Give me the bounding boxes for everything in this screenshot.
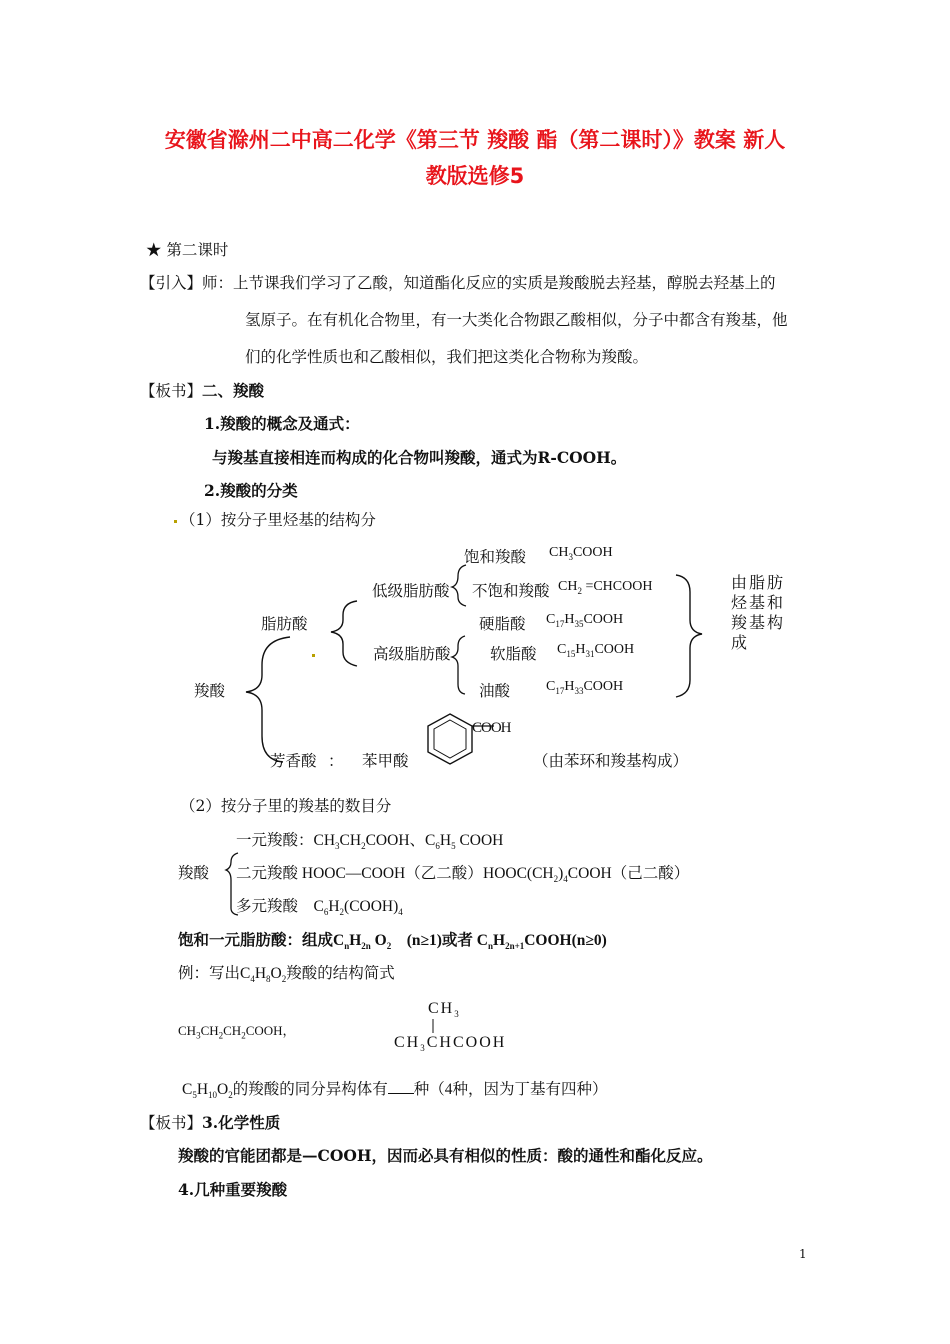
tree-fatty: 脂肪酸: [261, 615, 308, 633]
general-formula: 饱和一元脂肪酸：组成$C_nH_{2n}$ $O_2$ (n≥1)或者 $C_nH_{2n+1}COOH(n\ge 0)$: [178, 932, 607, 952]
branch-main: $CH_3CHCOOH$: [394, 1034, 507, 1054]
page-number: 1: [799, 1247, 807, 1261]
tree-palmitic: 软脂酸: [490, 645, 537, 663]
intro-line-3: 们的化学性质也和乙酸相似，我们把这类化合物称为羧酸。: [245, 348, 649, 366]
tree-low-fatty: 低级脂肪酸: [372, 582, 450, 600]
count-di-b: $HOOC(CH_2)_4COOH$（己二酸）: [483, 865, 690, 885]
tree-benzoic: 苯甲酸: [362, 752, 409, 770]
document-title-line-2: 教版选修5: [425, 164, 525, 188]
section-1-definition: 与羧基直接相连而构成的化合物叫羧酸，通式为R-COOH。: [212, 448, 627, 467]
tree-unsaturated: 不饱和羧酸: [472, 582, 550, 600]
lesson-label: ★ 第二课时: [146, 241, 229, 259]
chemical-property: 羧酸的官能团都是—COOH，因而必具有相似的性质：酸的通性和酯化反应。: [178, 1146, 713, 1165]
tree-colon: ：: [328, 752, 344, 770]
answer-linear: $CH_3CH_2CH_2COOH$，: [178, 1023, 296, 1041]
board-tag: 【板书】: [140, 1114, 203, 1132]
section-2-heading: 2.羧酸的分类: [204, 481, 298, 500]
branch-top: $CH_3$: [428, 1000, 461, 1020]
count-di-a: 二元羧酸 HOOC—COOH（乙二酸）: [236, 865, 483, 882]
tree-root: 羧酸: [194, 682, 226, 700]
benzoic-note: （由苯环和羧基构成）: [533, 752, 689, 770]
board-heading-3: [140, 1111, 280, 1133]
count-poly: 多元羧酸 $C_6H_2(COOH)_4$: [236, 898, 403, 918]
section-4-heading: 4.几种重要羧酸: [178, 1180, 288, 1199]
intro-line-1: 师：上节课我们学习了乙酸，知道酯化反应的实质是羧酸脱去羟基，醇脱去羟基上的: [202, 274, 776, 292]
classification-2-heading: （2）按分子里的羧基的数目分: [180, 797, 392, 815]
classification-1-heading: （1）按分子里烃基的结构分: [180, 511, 376, 529]
count-root: 羧酸: [178, 864, 210, 882]
tree-oleic-formula: $C_{17}H_{33}COOH$: [546, 679, 624, 696]
tree-saturated-formula: $CH_3COOH$: [549, 545, 613, 562]
branch-bond: [431, 1019, 435, 1033]
intro-line-2: 氢原子。在有机化合物里，有一大类化合物跟乙酸相似，分子中都含有羧基，他: [245, 311, 788, 329]
document-title-line-1: 安徽省滁州二中高二化学《第三节 羧酸 酯（第二课时）》教案 新人: [164, 128, 786, 152]
intro-tag: 【引入】: [140, 274, 203, 292]
example-prompt: 例：写出$C_4H_8O_2$羧酸的结构简式: [178, 965, 395, 985]
tree-saturated: 饱和羧酸: [464, 548, 527, 566]
tree-stearic-formula: $C_{17}H_{35}COOH$: [546, 612, 624, 629]
tree-palmitic-formula: $C_{15}H_{31}COOH$: [557, 642, 635, 659]
answer-blank[interactable]: [388, 1079, 414, 1094]
isomer-question: $C_5H_{10}O_2$的羧酸的同分异构体有 种（4种，因为丁基有四种）: [182, 1081, 608, 1101]
tree-oleic: 油酸: [479, 682, 511, 700]
tree-unsaturated-formula: $CH_2$ =CHCOOH: [558, 579, 653, 596]
board-tag: 【板书】: [140, 382, 203, 400]
board-text: 3.化学性质: [202, 1113, 281, 1132]
cooh-label: COOH: [472, 720, 511, 736]
tree-aromatic: 芳香酸: [270, 752, 317, 770]
board-text: 二、羧酸: [202, 381, 265, 400]
tree-high-fatty: 高级脂肪酸: [373, 645, 451, 663]
tree-side-note: 由脂肪烃基和羧基构成: [731, 573, 786, 652]
tree-stearic: 硬脂酸: [479, 615, 526, 633]
section-1-heading: 1.羧酸的概念及通式：: [204, 414, 360, 433]
count-mono: 一元羧酸：$CH_3CH_2COOH$、$C_6H_5$ COOH: [236, 832, 504, 852]
